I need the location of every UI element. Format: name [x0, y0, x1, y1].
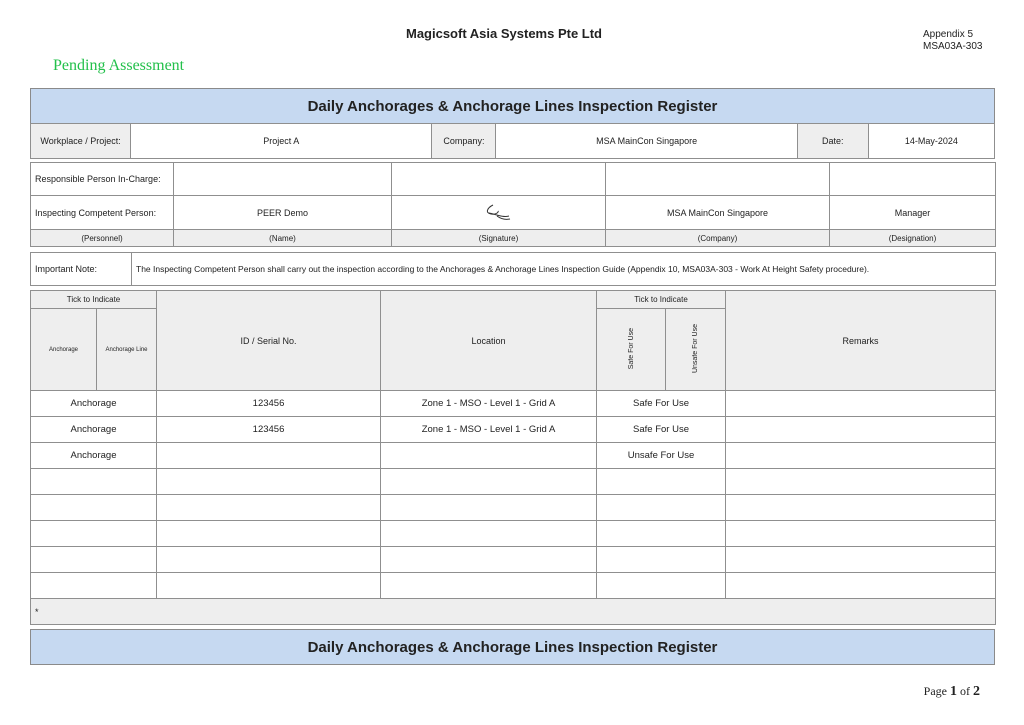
- register-table: [30, 290, 996, 625]
- row-status: Unsafe For Use: [597, 443, 726, 469]
- row-id: [157, 573, 381, 599]
- row-location: [381, 443, 597, 469]
- register-title: Daily Anchorages & Anchorage Lines Inspection Register: [30, 88, 995, 124]
- workplace-value: Project A: [131, 124, 432, 159]
- row-type: [31, 573, 157, 599]
- row-type: Anchorage: [31, 391, 157, 417]
- row-id: 123456: [157, 417, 381, 443]
- table-row: [31, 521, 996, 547]
- page-indicator: [924, 684, 980, 700]
- table-row: [31, 495, 996, 521]
- unsafe-header: [666, 309, 726, 391]
- company-label: Company:: [432, 124, 496, 159]
- anchorage-line-header: Anchorage Line: [97, 309, 157, 391]
- important-note-table: [30, 252, 996, 286]
- responsible-designation: [830, 163, 996, 196]
- row-remarks: [726, 391, 996, 417]
- row-status: [597, 573, 726, 599]
- row-id: 123456: [157, 391, 381, 417]
- important-note-text: The Inspecting Competent Person shall carry out the inspection according to the Anchorages & Anchorage Lines Inspection Guide (Appendix 10, MSA03A-303 - Work At Height Safety procedure).: [132, 253, 996, 286]
- row-id: [157, 469, 381, 495]
- workplace-label: Workplace / Project:: [31, 124, 131, 159]
- page-total: 2: [973, 684, 980, 699]
- project-info-table: [30, 123, 995, 159]
- row-status: [597, 469, 726, 495]
- page-of: of: [960, 684, 970, 698]
- signature-image: [479, 200, 519, 224]
- inspecting-designation: Manager: [830, 196, 996, 230]
- caption-designation: (Designation): [830, 230, 996, 247]
- page-label: Page: [923, 684, 947, 698]
- status-label: Pending Assessment: [53, 57, 185, 74]
- row-status: [597, 521, 726, 547]
- row-location: [381, 573, 597, 599]
- table-row: [31, 443, 996, 469]
- row-remarks: [726, 521, 996, 547]
- row-location: Zone 1 - MSO - Level 1 - Grid A: [381, 417, 597, 443]
- caption-company: (Company): [606, 230, 830, 247]
- row-id: [157, 521, 381, 547]
- responsible-label: Responsible Person In-Charge:: [31, 163, 174, 196]
- caption-signature: (Signature): [392, 230, 606, 247]
- row-remarks: [726, 547, 996, 573]
- appendix-line-2: MSA03A-303: [923, 41, 983, 52]
- date-label: Date:: [797, 124, 868, 159]
- register-body: [31, 391, 996, 599]
- row-id: [157, 495, 381, 521]
- row-location: [381, 521, 597, 547]
- tick-to-indicate-type: Tick to Indicate: [31, 291, 157, 309]
- row-status: Safe For Use: [597, 417, 726, 443]
- responsible-company: [606, 163, 830, 196]
- appendix-line-1: Appendix 5: [923, 29, 974, 40]
- row-type: [31, 521, 157, 547]
- row-location: Zone 1 - MSO - Level 1 - Grid A: [381, 391, 597, 417]
- row-id: [157, 443, 381, 469]
- table-row: [31, 391, 996, 417]
- row-remarks: [726, 443, 996, 469]
- inspecting-company: MSA MainCon Singapore: [606, 196, 830, 230]
- page-current: 1: [950, 684, 957, 699]
- responsible-name: [174, 163, 392, 196]
- inspecting-name: PEER Demo: [174, 196, 392, 230]
- important-note-label: Important Note:: [31, 253, 132, 286]
- row-remarks: [726, 573, 996, 599]
- table-row: [31, 417, 996, 443]
- date-value: 14-May-2024: [868, 124, 994, 159]
- inspecting-signature: [392, 196, 606, 230]
- caption-name: (Name): [174, 230, 392, 247]
- row-type: [31, 547, 157, 573]
- table-row: [31, 573, 996, 599]
- row-remarks: [726, 495, 996, 521]
- inspecting-label: Inspecting Competent Person:: [31, 196, 174, 230]
- row-location: [381, 495, 597, 521]
- row-status: [597, 495, 726, 521]
- responsible-signature: [392, 163, 606, 196]
- company-name: Magicsoft Asia Systems Pte Ltd: [405, 26, 602, 41]
- row-type: Anchorage: [31, 443, 157, 469]
- register-footnote: *: [31, 599, 996, 625]
- id-header: ID / Serial No.: [157, 291, 381, 391]
- anchorage-header: Anchorage: [31, 309, 97, 391]
- row-location: [381, 547, 597, 573]
- tick-to-indicate-status: Tick to Indicate: [597, 291, 726, 309]
- row-status: [597, 547, 726, 573]
- appendix-reference: [923, 29, 982, 53]
- row-location: [381, 469, 597, 495]
- row-type: [31, 495, 157, 521]
- table-row: [31, 469, 996, 495]
- safe-header: [597, 309, 666, 391]
- row-id: [157, 547, 381, 573]
- row-type: Anchorage: [31, 417, 157, 443]
- table-row: [31, 547, 996, 573]
- row-type: [31, 469, 157, 495]
- row-status: Safe For Use: [597, 391, 726, 417]
- location-header: Location: [381, 291, 597, 391]
- register-title-footer: Daily Anchorages & Anchorage Lines Inspection Register: [30, 629, 995, 665]
- caption-personnel: (Personnel): [31, 230, 174, 247]
- safe-header-label: Safe For Use: [627, 327, 635, 370]
- unsafe-header-label: Unsafe For Use: [692, 323, 700, 374]
- company-value: MSA MainCon Singapore: [496, 124, 797, 159]
- persons-table: [30, 162, 996, 247]
- row-remarks: [726, 469, 996, 495]
- row-remarks: [726, 417, 996, 443]
- remarks-header: Remarks: [726, 291, 996, 391]
